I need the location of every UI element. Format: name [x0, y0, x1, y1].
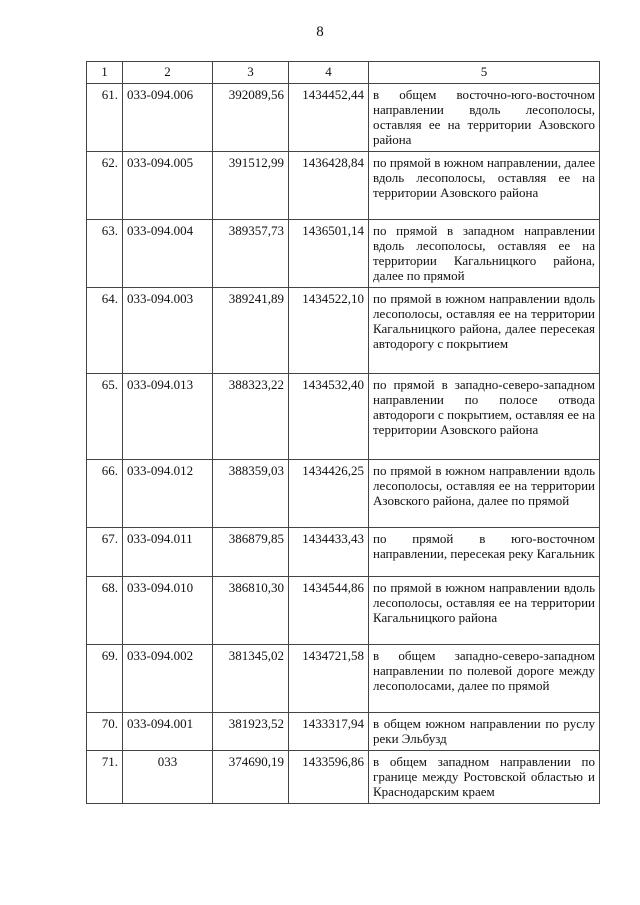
boundary-description-cell: в общем восточно-юго-восточном направлении вдоль лесополосы, оставляя ее на территории Азовского района	[369, 84, 600, 152]
x-coordinate-cell: 388359,03	[213, 460, 289, 528]
table-header-row	[87, 62, 600, 84]
row-number-cell: 62.	[87, 152, 123, 220]
row-number-cell: 64.	[87, 288, 123, 374]
x-coordinate-cell: 391512,99	[213, 152, 289, 220]
row-number-cell: 69.	[87, 645, 123, 713]
y-coordinate-cell: 1434426,25	[289, 460, 369, 528]
boundary-description-cell: по прямой в южном направлении вдоль лесополосы, оставляя ее на территории Кагальницкого района, далее пересекая автодорогу с покрытием	[369, 288, 600, 374]
row-number-cell: 61.	[87, 84, 123, 152]
boundary-description-cell: в общем западном направлении по границе между Ростовской областью и Краснодарским краем	[369, 751, 600, 804]
point-code-cell: 033-094.006	[123, 84, 213, 152]
table-row	[87, 713, 600, 751]
y-coordinate-cell: 1434532,40	[289, 374, 369, 460]
y-coordinate-cell: 1434721,58	[289, 645, 369, 713]
point-code-cell: 033-094.001	[123, 713, 213, 751]
y-coordinate-cell: 1434433,43	[289, 528, 369, 577]
table-row	[87, 645, 600, 713]
point-code-cell: 033-094.011	[123, 528, 213, 577]
table-row	[87, 374, 600, 460]
boundary-description-cell: по прямой в южном направлении вдоль лесополосы, оставляя ее на территории Азовского района, далее по прямой	[369, 460, 600, 528]
table-row	[87, 528, 600, 577]
table-row	[87, 460, 600, 528]
row-number-cell: 66.	[87, 460, 123, 528]
x-coordinate-cell: 388323,22	[213, 374, 289, 460]
y-coordinate-cell: 1434544,86	[289, 577, 369, 645]
table-row	[87, 577, 600, 645]
boundary-points-table	[86, 61, 600, 804]
row-number-cell: 70.	[87, 713, 123, 751]
header-cell: 2	[123, 62, 213, 84]
header-cell: 3	[213, 62, 289, 84]
point-code-cell: 033-094.005	[123, 152, 213, 220]
header-cell: 4	[289, 62, 369, 84]
x-coordinate-cell: 389357,73	[213, 220, 289, 288]
point-code-cell: 033-094.003	[123, 288, 213, 374]
boundary-description-cell: в общем западно-северо-западном направлении по полевой дороге между лесополосами, далее по прямой	[369, 645, 600, 713]
point-code-cell: 033	[123, 751, 213, 804]
y-coordinate-cell: 1433596,86	[289, 751, 369, 804]
y-coordinate-cell: 1433317,94	[289, 713, 369, 751]
y-coordinate-cell: 1434522,10	[289, 288, 369, 374]
page-number: 8	[316, 24, 324, 40]
x-coordinate-cell: 374690,19	[213, 751, 289, 804]
table-row	[87, 288, 600, 374]
row-number-cell: 68.	[87, 577, 123, 645]
header-cell: 5	[369, 62, 600, 84]
y-coordinate-cell: 1434452,44	[289, 84, 369, 152]
boundary-description-cell: по прямой в западном направлении вдоль лесополосы, оставляя ее на территории Кагальницкого района, далее по прямой	[369, 220, 600, 288]
boundary-description-cell: по прямой в южном направлении вдоль лесополосы, оставляя ее на территории Кагальницкого района	[369, 577, 600, 645]
point-code-cell: 033-094.010	[123, 577, 213, 645]
x-coordinate-cell: 392089,56	[213, 84, 289, 152]
boundary-description-cell: по прямой в юго-восточном направлении, пересекая реку Кагальник	[369, 528, 600, 577]
boundary-description-cell: по прямой в западно-северо-западном направлении по полосе отвода автодороги с покрытием, оставляя ее на территории Азовского района	[369, 374, 600, 460]
point-code-cell: 033-094.013	[123, 374, 213, 460]
row-number-cell: 67.	[87, 528, 123, 577]
header-cell: 1	[87, 62, 123, 84]
point-code-cell: 033-094.002	[123, 645, 213, 713]
table-row	[87, 220, 600, 288]
point-code-cell: 033-094.012	[123, 460, 213, 528]
row-number-cell: 63.	[87, 220, 123, 288]
boundary-description-cell: в общем южном направлении по руслу реки Эльбузд	[369, 713, 600, 751]
x-coordinate-cell: 386879,85	[213, 528, 289, 577]
x-coordinate-cell: 386810,30	[213, 577, 289, 645]
table-row	[87, 751, 600, 804]
boundary-description-cell: по прямой в южном направлении, далее вдоль лесополосы, оставляя ее на территории Азовского района	[369, 152, 600, 220]
row-number-cell: 65.	[87, 374, 123, 460]
y-coordinate-cell: 1436428,84	[289, 152, 369, 220]
x-coordinate-cell: 381923,52	[213, 713, 289, 751]
table-row	[87, 84, 600, 152]
row-number-cell: 71.	[87, 751, 123, 804]
x-coordinate-cell: 381345,02	[213, 645, 289, 713]
x-coordinate-cell: 389241,89	[213, 288, 289, 374]
point-code-cell: 033-094.004	[123, 220, 213, 288]
table-row	[87, 152, 600, 220]
y-coordinate-cell: 1436501,14	[289, 220, 369, 288]
